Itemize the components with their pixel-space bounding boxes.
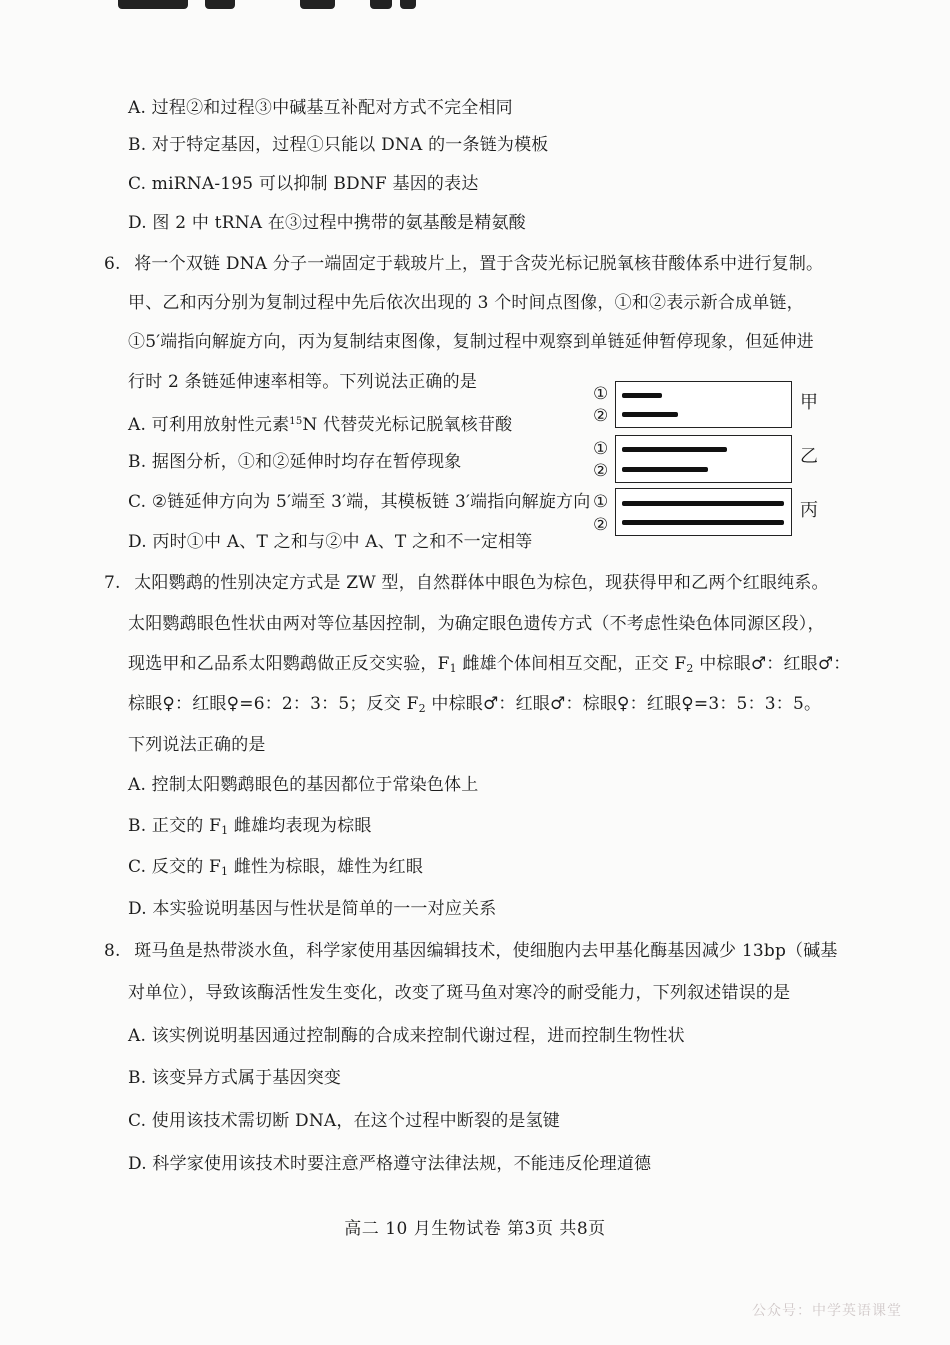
q6-option-a xyxy=(128,410,512,437)
strand-1-segment xyxy=(622,501,784,506)
q6-option-a-post: N 代替荧光标记脱氧核苷酸 xyxy=(302,415,513,435)
q7-option-d: D. 本实验说明基因与性状是简单的一一对应关系 xyxy=(128,899,497,919)
cropped-mark xyxy=(300,0,335,9)
q7-line3-subscript: 2 xyxy=(686,662,694,675)
q7-line3-pre: 现选甲和乙品系太阳鹦鹉做正反交实验，F xyxy=(128,654,450,674)
q7-stem-line-5: 下列说法正确的是 xyxy=(128,735,266,755)
q7-option-b-subscript: 1 xyxy=(221,824,229,837)
panel-yi-box xyxy=(615,435,792,483)
q5-option-c: C. miRNA-195 可以抑制 BDNF 基因的表达 xyxy=(128,174,479,194)
panel-yi-label: 乙 xyxy=(800,446,818,467)
q6-stem-line-2: 甲、乙和丙分别为复制过程中先后依次出现的 3 个时间点图像，①和②表示新合成单链， xyxy=(128,293,804,313)
q6-stem-line-1 xyxy=(104,252,823,276)
cropped-mark xyxy=(118,0,188,9)
cropped-mark xyxy=(370,0,392,9)
watermark: 公众号：中学英语课堂 xyxy=(752,1303,902,1319)
strand-1-label: ① xyxy=(593,384,609,404)
q8-option-a: A. 该实例说明基因通过控制酶的合成来控制代谢过程，进而控制生物性状 xyxy=(128,1026,685,1046)
q8-stem-line-2: 对单位），导致该酶活性发生变化，改变了斑马鱼对寒冷的耐受能力，下列叙述错误的是 xyxy=(128,983,791,1003)
q7-option-b xyxy=(128,814,372,843)
q7-stem-line-1 xyxy=(104,571,829,595)
q7-option-b-pre: B. 正交的 F xyxy=(128,816,222,836)
strand-1-label: ① xyxy=(593,492,609,512)
q7-line3-post: 中棕眼♂：红眼♂： xyxy=(693,654,851,674)
panel-bing-label: 丙 xyxy=(800,500,818,521)
q7-option-c-post: 雌性为棕眼，雄性为红眼 xyxy=(228,857,424,877)
panel-jia-label: 甲 xyxy=(800,392,818,413)
q6-option-a-superscript: 15 xyxy=(289,416,303,427)
q7-option-c-subscript: 1 xyxy=(221,865,229,878)
q7-line4-pre: 棕眼♀：红眼♀=6：2：3：5；反交 F xyxy=(128,694,419,714)
q6-number: 6. xyxy=(104,254,121,274)
q6-option-a-pre: A. 可利用放射性元素 xyxy=(128,415,290,435)
strand-2-segment xyxy=(622,520,784,525)
q6-stem-line-4: 行时 2 条链延伸速率相等。下列说法正确的是 xyxy=(128,372,478,392)
q7-option-c xyxy=(128,855,423,884)
q8-option-b: B. 该变异方式属于基因突变 xyxy=(128,1068,342,1088)
cropped-mark xyxy=(400,0,416,9)
q7-stem-line-3 xyxy=(128,652,851,681)
q7-option-c-pre: C. 反交的 F xyxy=(128,857,222,877)
strand-2-segment xyxy=(622,467,708,472)
q6-option-c: C. ②链延伸方向为 5′端至 3′端，其模板链 3′端指向解旋方向 xyxy=(128,492,591,512)
q6-option-d: D. 丙时①中 A、T 之和与②中 A、T 之和不一定相等 xyxy=(128,532,533,552)
q7-option-b-post: 雌雄均表现为棕眼 xyxy=(228,816,372,836)
q8-option-c: C. 使用该技术需切断 DNA，在这个过程中断裂的是氢键 xyxy=(128,1111,560,1131)
q8-stem-line-1 xyxy=(104,939,838,963)
q7-line4-subscript: 2 xyxy=(418,702,426,715)
strand-2-label: ② xyxy=(593,461,609,481)
q8-number: 8. xyxy=(104,941,121,961)
q7-line3-mid: 雌雄个体间相互交配，正交 F xyxy=(456,654,687,674)
strand-2-segment xyxy=(622,412,678,417)
q7-option-a: A. 控制太阳鹦鹉眼色的基因都位于常染色体上 xyxy=(128,775,479,795)
q8-option-d: D. 科学家使用该技术时要注意严格遵守法律法规，不能违反伦理道德 xyxy=(128,1154,652,1174)
top-cropped-strip xyxy=(0,0,950,10)
q7-stem-line-4 xyxy=(128,692,821,721)
q7-stem-text: 太阳鹦鹉的性别决定方式是 ZW 型，自然群体中眼色为棕色，现获得甲和乙两个红眼纯系。 xyxy=(134,573,829,593)
strand-1-label: ① xyxy=(593,439,609,459)
q6-stem-line-3: ①5′端指向解旋方向，丙为复制结束图像，复制过程中观察到单链延伸暂停现象，但延伸进 xyxy=(128,332,814,352)
q5-option-a: A. 过程②和过程③中碱基互补配对方式不完全相同 xyxy=(128,98,513,118)
strand-2-label: ② xyxy=(593,406,609,426)
panel-bing-box xyxy=(615,488,792,536)
strand-2-label: ② xyxy=(593,515,609,535)
q7-number: 7. xyxy=(104,573,121,593)
strand-1-segment xyxy=(622,393,662,398)
q5-option-b: B. 对于特定基因，过程①只能以 DNA 的一条链为模板 xyxy=(128,135,549,155)
strand-1-segment xyxy=(622,447,727,452)
q7-line3-subscript: 1 xyxy=(449,662,457,675)
panel-jia-box xyxy=(615,381,792,428)
cropped-mark xyxy=(205,0,235,9)
q6-stem-text: 将一个双链 DNA 分子一端固定于载玻片上，置于含荧光标记脱氧核苷酸体系中进行复制。 xyxy=(134,254,824,274)
q5-option-d: D. 图 2 中 tRNA 在③过程中携带的氨基酸是精氨酸 xyxy=(128,213,526,233)
q7-line4-post: 中棕眼♂：红眼♂：棕眼♀：红眼♀=3：5：3：5。 xyxy=(425,694,822,714)
page-footer: 高二 10 月生物试卷 第3页 共8页 xyxy=(344,1219,606,1239)
q6-option-b: B. 据图分析，①和②延伸时均存在暂停现象 xyxy=(128,452,462,472)
q7-stem-line-2: 太阳鹦鹉眼色性状由两对等位基因控制，为确定眼色遗传方式（不考虑性染色体同源区段）， xyxy=(128,614,825,634)
q8-stem-text: 斑马鱼是热带淡水鱼，科学家使用基因编辑技术，使细胞内去甲基化酶基因减少 13bp（碱基 xyxy=(134,941,838,961)
